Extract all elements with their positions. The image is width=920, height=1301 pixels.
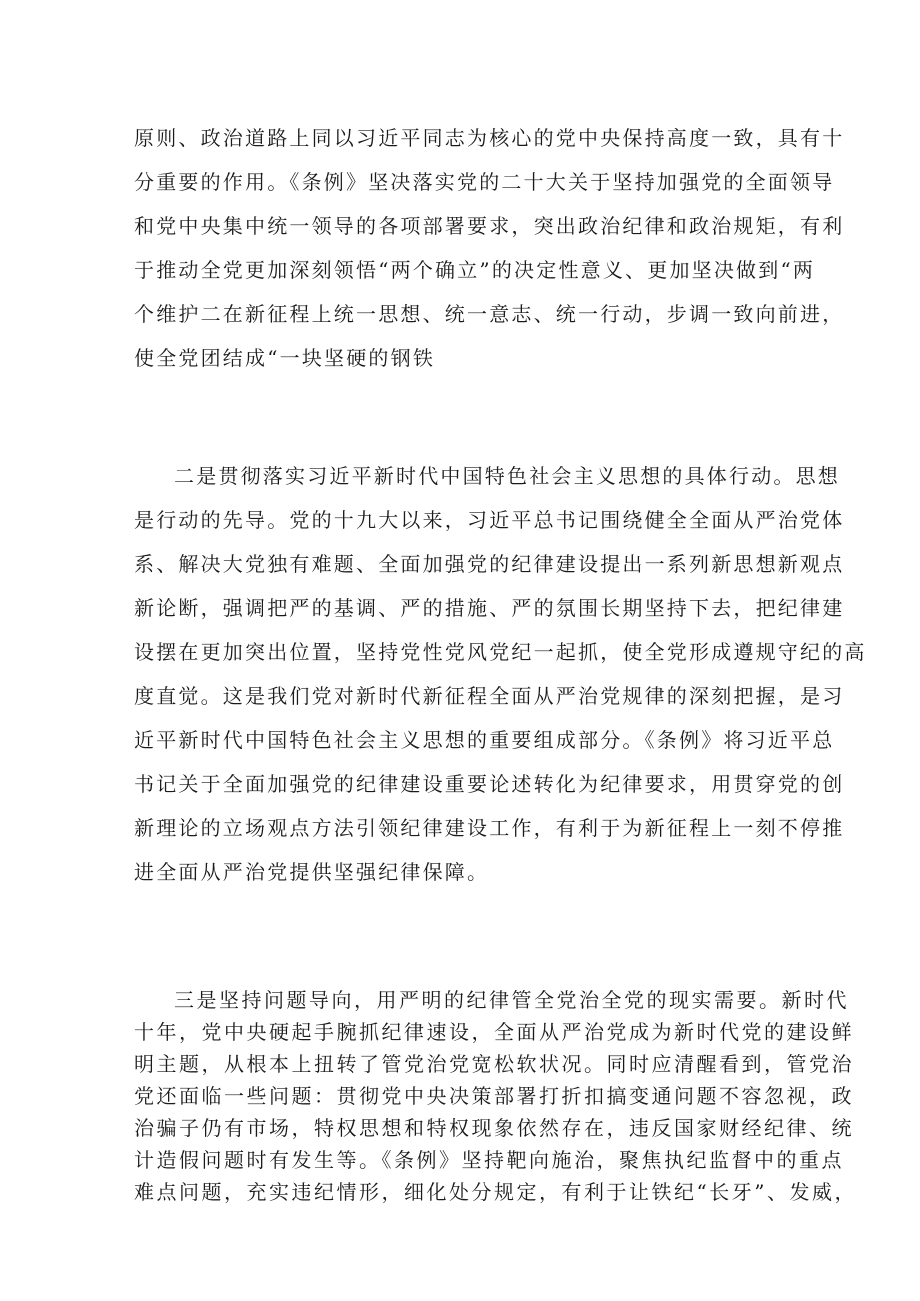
- text-line: 于推动全党更加深刻领悟“两个确立”的决定性意义、更加坚决做到“两: [134, 258, 816, 282]
- text-line: 是行动的先导。党的十九大以来，习近平总书记围绕健全全面从严治党体: [134, 508, 845, 532]
- paragraph-2: [134, 454, 867, 894]
- text-line: 系、解决大党独有难题、全面加强党的纪律建设提出一系列新思想新观点: [134, 552, 845, 576]
- text-line: 和党中央集中统一领导的各项部署要求，突出政治纪律和政治规矩，有利: [134, 214, 845, 238]
- text-line: 新论断，强调把严的基调、严的措施、严的氛围长期坚持下去，把纪律建: [134, 596, 845, 620]
- text-line: 十年，党中央硬起手腕抓纪律速设，全面从严治党成为新时代党的建设鲜: [134, 1020, 854, 1044]
- paragraph-3: [134, 984, 857, 1208]
- text-line: 明主题，从根本上扭转了管党治党宽松软状况。同时应清醒看到，管党治: [134, 1052, 854, 1076]
- text-line: 度直觉。这是我们党对新时代新征程全面从严治党规律的深刻把握，是习: [134, 684, 845, 708]
- text-line: 二是贯彻落实习近平新时代中国特色社会主义思想的具体行动。思想: [174, 464, 840, 488]
- text-line: 个维护二在新征程上统一思想、统一意志、统一行动，步调一致向前进，: [134, 302, 845, 326]
- text-line: 设摆在更加突出位置，坚持党性党风党纪一起抓，使全党形成遵规守纪的高: [134, 640, 867, 664]
- text-line: 书记关于全面加强党的纪律建设重要论述转化为纪律要求，用贯穿党的创: [134, 772, 845, 796]
- text-line: 党还面临一些问题：贯彻党中央决策部署打折扣搞变通问题不容忽视，政: [134, 1084, 854, 1108]
- text-line: 分重要的作用。《条例》坚决落实党的二十大关于坚持加强党的全面领导: [134, 170, 835, 194]
- text-line: 治骗子仍有市场，特权思想和特权现象依然存在，违反国家财经纪律、统: [134, 1116, 854, 1140]
- paragraph-1: [134, 116, 845, 380]
- text-line: 新理论的立场观点方法引领纪律建设工作，有利于为新征程上一刻不停推: [134, 816, 845, 840]
- text-line: 难点问题，充实违纪情形，细化处分规定，有利于让铁纪“长牙”、发威，: [134, 1180, 857, 1204]
- text-line: 计造假问题时有发生等。《条例》坚持靶向施治，聚焦执纪监督中的重点: [134, 1148, 844, 1172]
- text-line: 近平新时代中国特色社会主义思想的重要组成部分。《条例》将习近平总: [134, 728, 835, 752]
- text-line: 三是坚持问题导向，用严明的纪律管全党治全党的现实需要。新时代: [174, 988, 849, 1012]
- text-line: 进全面从严治党提供坚强纪律保障。: [134, 860, 490, 884]
- text-line: 使全党团结成“一块坚硬的钢铁: [134, 346, 436, 370]
- text-line: 原则、政治道路上同以习近平同志为核心的党中央保持高度一致，具有十: [134, 126, 845, 150]
